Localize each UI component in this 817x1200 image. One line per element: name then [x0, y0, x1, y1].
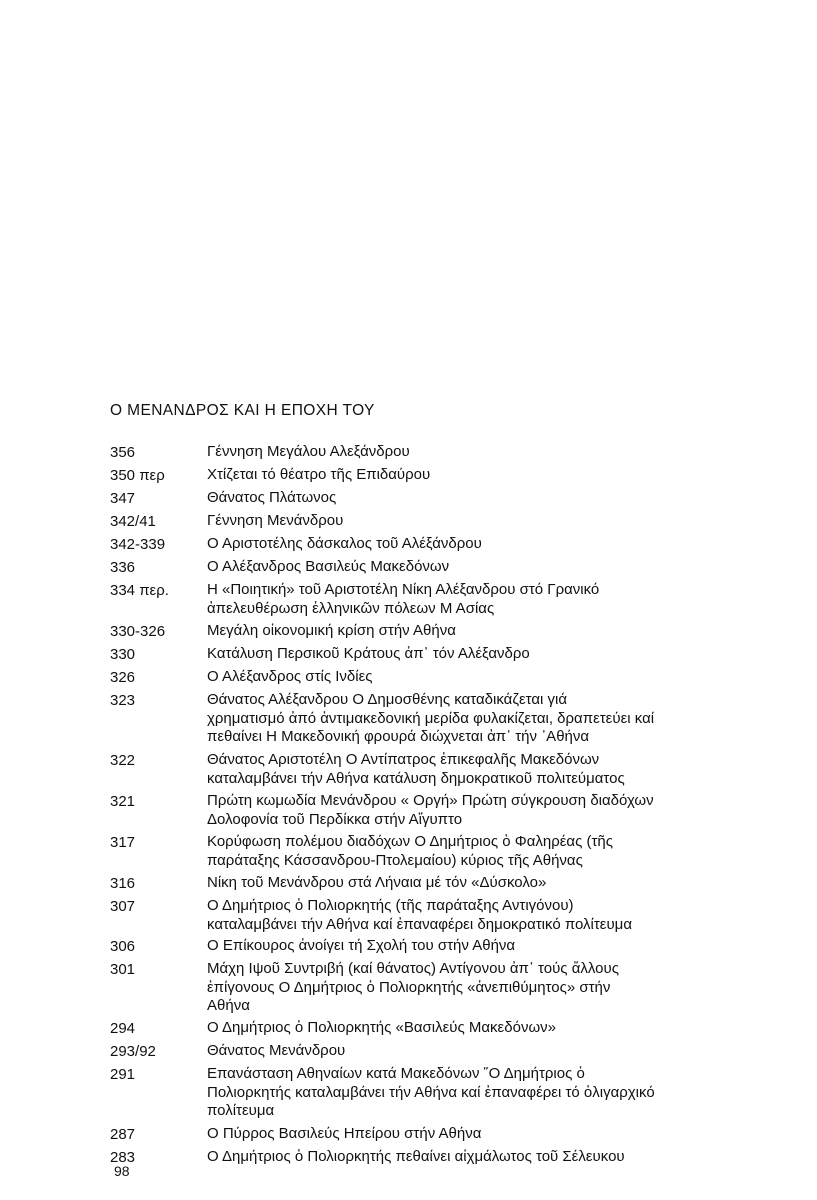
timeline-entry: [110, 1125, 770, 1148]
timeline-entry: [110, 558, 770, 581]
entry-year: 287: [110, 1126, 136, 1143]
entry-year: 317: [110, 834, 136, 851]
entry-year: 347: [110, 490, 136, 507]
timeline-entry: [110, 1065, 770, 1125]
timeline-entry: [110, 960, 770, 1019]
entry-year: 336: [110, 559, 136, 576]
entry-text: Ο Δημήτριος ὁ Πολιορκητής πεθαίνει αἰχμάλωτος τοῦ Σέλευκου: [207, 1148, 625, 1165]
entry-year: 334 περ.: [110, 582, 169, 599]
timeline-entry: [110, 535, 770, 558]
timeline-entry: [110, 645, 770, 668]
entry-year: 307: [110, 898, 136, 915]
timeline-entry: [110, 466, 770, 489]
entry-year: 321: [110, 793, 136, 810]
page-number: 98: [114, 1163, 130, 1179]
timeline-entry: [110, 1019, 770, 1042]
entry-text: Κορύφωση πολέμου διαδόχων Ο Δημήτριος ὁ Φαληρέας (τῆς παράταξης Κάσσανδρου-Πτολεμαίου) κύριος τῆς Αθήνας: [207, 833, 613, 869]
entry-text: Ο Δημήτριος ὁ Πολιορκητής «Βασιλεύς Μακεδόνων»: [207, 1019, 556, 1036]
entry-year: 291: [110, 1066, 136, 1083]
entry-text: Η «Ποιητική» τοῦ Αριστοτέλη Νίκη Αλέξανδρου στό Γρανικό ἀπελευθέρωση ἑλληνικῶν πόλεων Μ Ασίας: [207, 581, 600, 617]
entry-text: Μάχη Ιψοῦ Συντριβή (καί θάνατος) Αντίγονου ἀπ᾽ τούς ἄλλους ἐπίγονους Ο Δημήτριος ὁ Πολιορκητής «ἀνεπιθύμητος» στήν Αθήνα: [207, 960, 619, 1014]
timeline-entry: [110, 622, 770, 645]
entry-year: 342-339: [110, 536, 166, 553]
entry-text: Γέννηση Μενάνδρου: [207, 512, 344, 529]
entry-text: Γέννηση Μεγάλου Αλεξάνδρου: [207, 443, 410, 460]
entry-text: Πρώτη κωμωδία Μενάνδρου « Οργή» Πρώτη σύγκρουση διαδόχων Δολοφονία τοῦ Περδίκκα στήν Αἴγυπτο: [207, 792, 654, 828]
entry-year: 356: [110, 444, 136, 461]
entry-year: 342/41: [110, 513, 156, 530]
entry-year: 330-326: [110, 623, 166, 640]
timeline-entry: [110, 1148, 770, 1171]
timeline-entry: [110, 874, 770, 897]
timeline-entry: [110, 512, 770, 535]
entry-year: 294: [110, 1020, 136, 1037]
entry-text: Θάνατος Αριστοτέλη Ο Αντίπατρος ἐπικεφαλῆς Μακεδόνων καταλαμβάνει τήν Αθήνα κατάλυση δημοκρατικοῦ πολιτεύματος: [207, 751, 625, 787]
entry-text: Ο Δημήτριος ὁ Πολιορκητής (τῆς παράταξης Αντιγόνου) καταλαμβάνει τήν Αθήνα καί ἐπαναφέρει δημοκρατικό πολίτευμα: [207, 897, 632, 933]
entry-year: 306: [110, 938, 136, 955]
timeline-entry: [110, 792, 770, 833]
entry-text: Ο Αριστοτέλης δάσκαλος τοῦ Αλέξάνδρου: [207, 535, 482, 552]
timeline-entry: [110, 751, 770, 792]
timeline-entry: [110, 937, 770, 960]
entry-text: Μεγάλη οἰκονομική κρίση στήν Αθήνα: [207, 622, 456, 639]
timeline-entry: [110, 833, 770, 874]
entry-year: 316: [110, 875, 136, 892]
entry-year: 323: [110, 692, 136, 709]
page-title: Ο ΜΕΝΑΝΔΡΟΣ ΚΑΙ Η ΕΠΟΧΗ ΤΟΥ: [110, 402, 375, 419]
timeline-entry: [110, 443, 770, 466]
timeline-entry: [110, 1042, 770, 1065]
timeline-entry: [110, 489, 770, 512]
entry-year: 326: [110, 669, 136, 686]
entry-text: Θάνατος Μενάνδρου: [207, 1042, 346, 1059]
entry-text: Κατάλυση Περσικοῦ Κράτους ἀπ᾽ τόν Αλέξανδρο: [207, 645, 530, 662]
entry-year: 283: [110, 1149, 136, 1166]
timeline-entry: [110, 897, 770, 937]
entry-year: 293/92: [110, 1043, 156, 1060]
timeline-entry: [110, 691, 770, 751]
entry-year: 330: [110, 646, 136, 663]
entry-text: Θάνατος Πλάτωνος: [207, 489, 337, 506]
entry-text: Επανάσταση Αθηναίων κατά Μακεδόνων ῞Ο Δημήτριος ὁ Πολιορκητής καταλαμβάνει τήν Αθήνα καί ἐπαναφέρει τό ὀλιγαρχικό πολίτευμα: [207, 1065, 655, 1119]
entry-year: 350 περ: [110, 467, 165, 484]
entry-text: Ο Επίκουρος ἀνοίγει τή Σχολή του στήν Αθήνα: [207, 937, 516, 954]
entry-text: Ο Πύρρος Βασιλεύς Ηπείρου στήν Αθήνα: [207, 1125, 482, 1142]
entry-text: Χτίζεται τό θέατρο τῆς Επιδαύρου: [207, 466, 431, 483]
timeline-entry: [110, 668, 770, 691]
timeline-entry: [110, 581, 770, 622]
entry-text: Ο Αλέξανδρος στίς Ινδίες: [207, 668, 373, 685]
entry-year: 301: [110, 961, 136, 978]
entry-text: Νίκη τοῦ Μενάνδρου στά Λήναια μέ τόν «Δύσκολο»: [207, 874, 547, 891]
entry-text: Ο Αλέξανδρος Βασιλεύς Μακεδόνων: [207, 558, 450, 575]
entry-year: 322: [110, 752, 136, 769]
entry-text: Θάνατος Αλέξανδρου Ο Δημοσθένης καταδικάζεται γιά χρηματισμό ἀπό ἀντιμακεδονική μερίδα φυλακίζεται, δραπετεύει καί πεθαίνει Η Μακεδονική φρουρά διώχνεται ἀπ᾽ τήν ᾽Αθήνα: [207, 691, 655, 745]
chronology-list: [110, 443, 770, 1171]
